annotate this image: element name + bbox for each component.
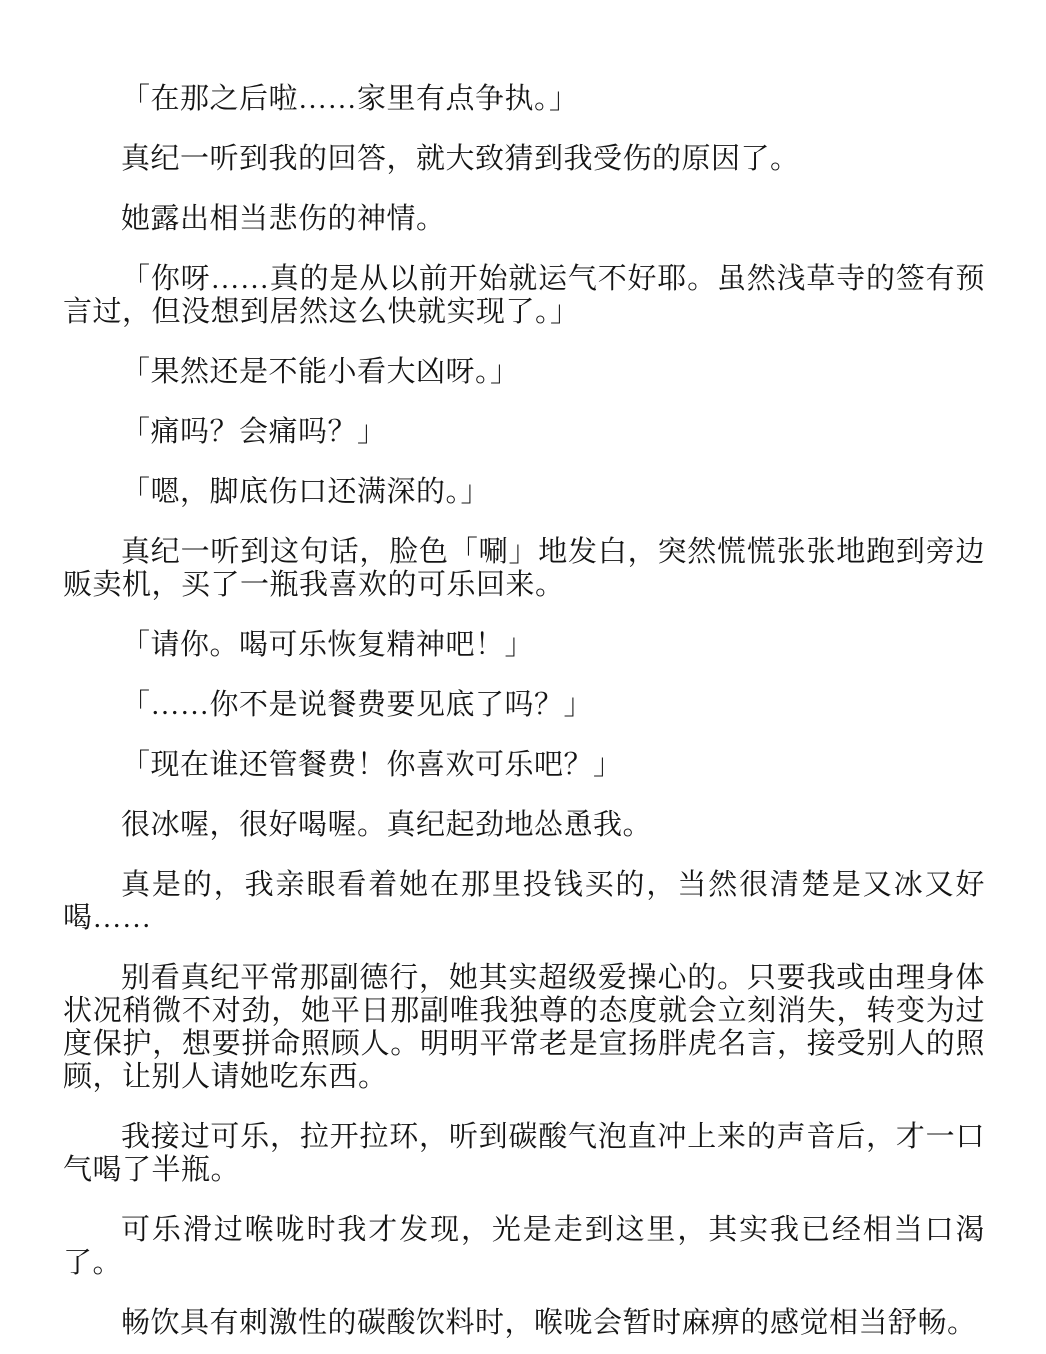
paragraph: 「现在谁还管餐费！你喜欢可乐吧？」	[121, 749, 623, 781]
paragraph: 真纪一听到我的回答，就大致猜到我受伤的原因了。	[121, 143, 800, 175]
paragraph: 畅饮具有刺激性的碳酸饮料时，喉咙会暂时麻痹的感觉相当舒畅。	[121, 1307, 977, 1339]
paragraph: 「请你。喝可乐恢复精神吧！」	[121, 629, 535, 661]
paragraph: 真是的，我亲眼看着她在那里投钱买的，当然很清楚是又冰又好喝……	[63, 869, 985, 934]
paragraph: 别看真纪平常那副德行，她其实超级爱操心的。只要我或由理身体状况稍微不对劲，她平日那副唯我独尊的态度就会立刻消失，转变为过度保护，想要拼命照顾人。明明平常老是宣扬胖虎名言，接受别人的照顾，让别人请她吃东西。	[63, 962, 985, 1093]
paragraph: 我接过可乐，拉开拉环，听到碳酸气泡直冲上来的声音后，才一口气喝了半瓶。	[63, 1121, 985, 1186]
paragraph: 很冰喔，很好喝喔。真纪起劲地怂恿我。	[121, 809, 653, 841]
paragraph: 「你呀……真的是从以前开始就运气不好耶。虽然浅草寺的签有预言过，但没想到居然这么快就实现了。」	[63, 263, 985, 328]
paragraph: 真纪一听到这句话，脸色「唰」地发白，突然慌慌张张地跑到旁边贩卖机，买了一瓶我喜欢的可乐回来。	[63, 536, 985, 601]
paragraph: 「果然还是不能小看大凶呀。」	[121, 356, 520, 388]
paragraph: 「……你不是说餐费要见底了吗？」	[121, 689, 594, 721]
paragraph: 「嗯，脚底伤口还满深的。」	[121, 476, 491, 508]
paragraph: 「在那之后啦……家里有点争执。」	[121, 83, 579, 115]
paragraph: 可乐滑过喉咙时我才发现，光是走到这里，其实我已经相当口渴了。	[63, 1214, 985, 1279]
paragraph: 她露出相当悲伤的神情。	[121, 203, 446, 235]
paragraph: 「痛吗？会痛吗？」	[121, 416, 387, 448]
